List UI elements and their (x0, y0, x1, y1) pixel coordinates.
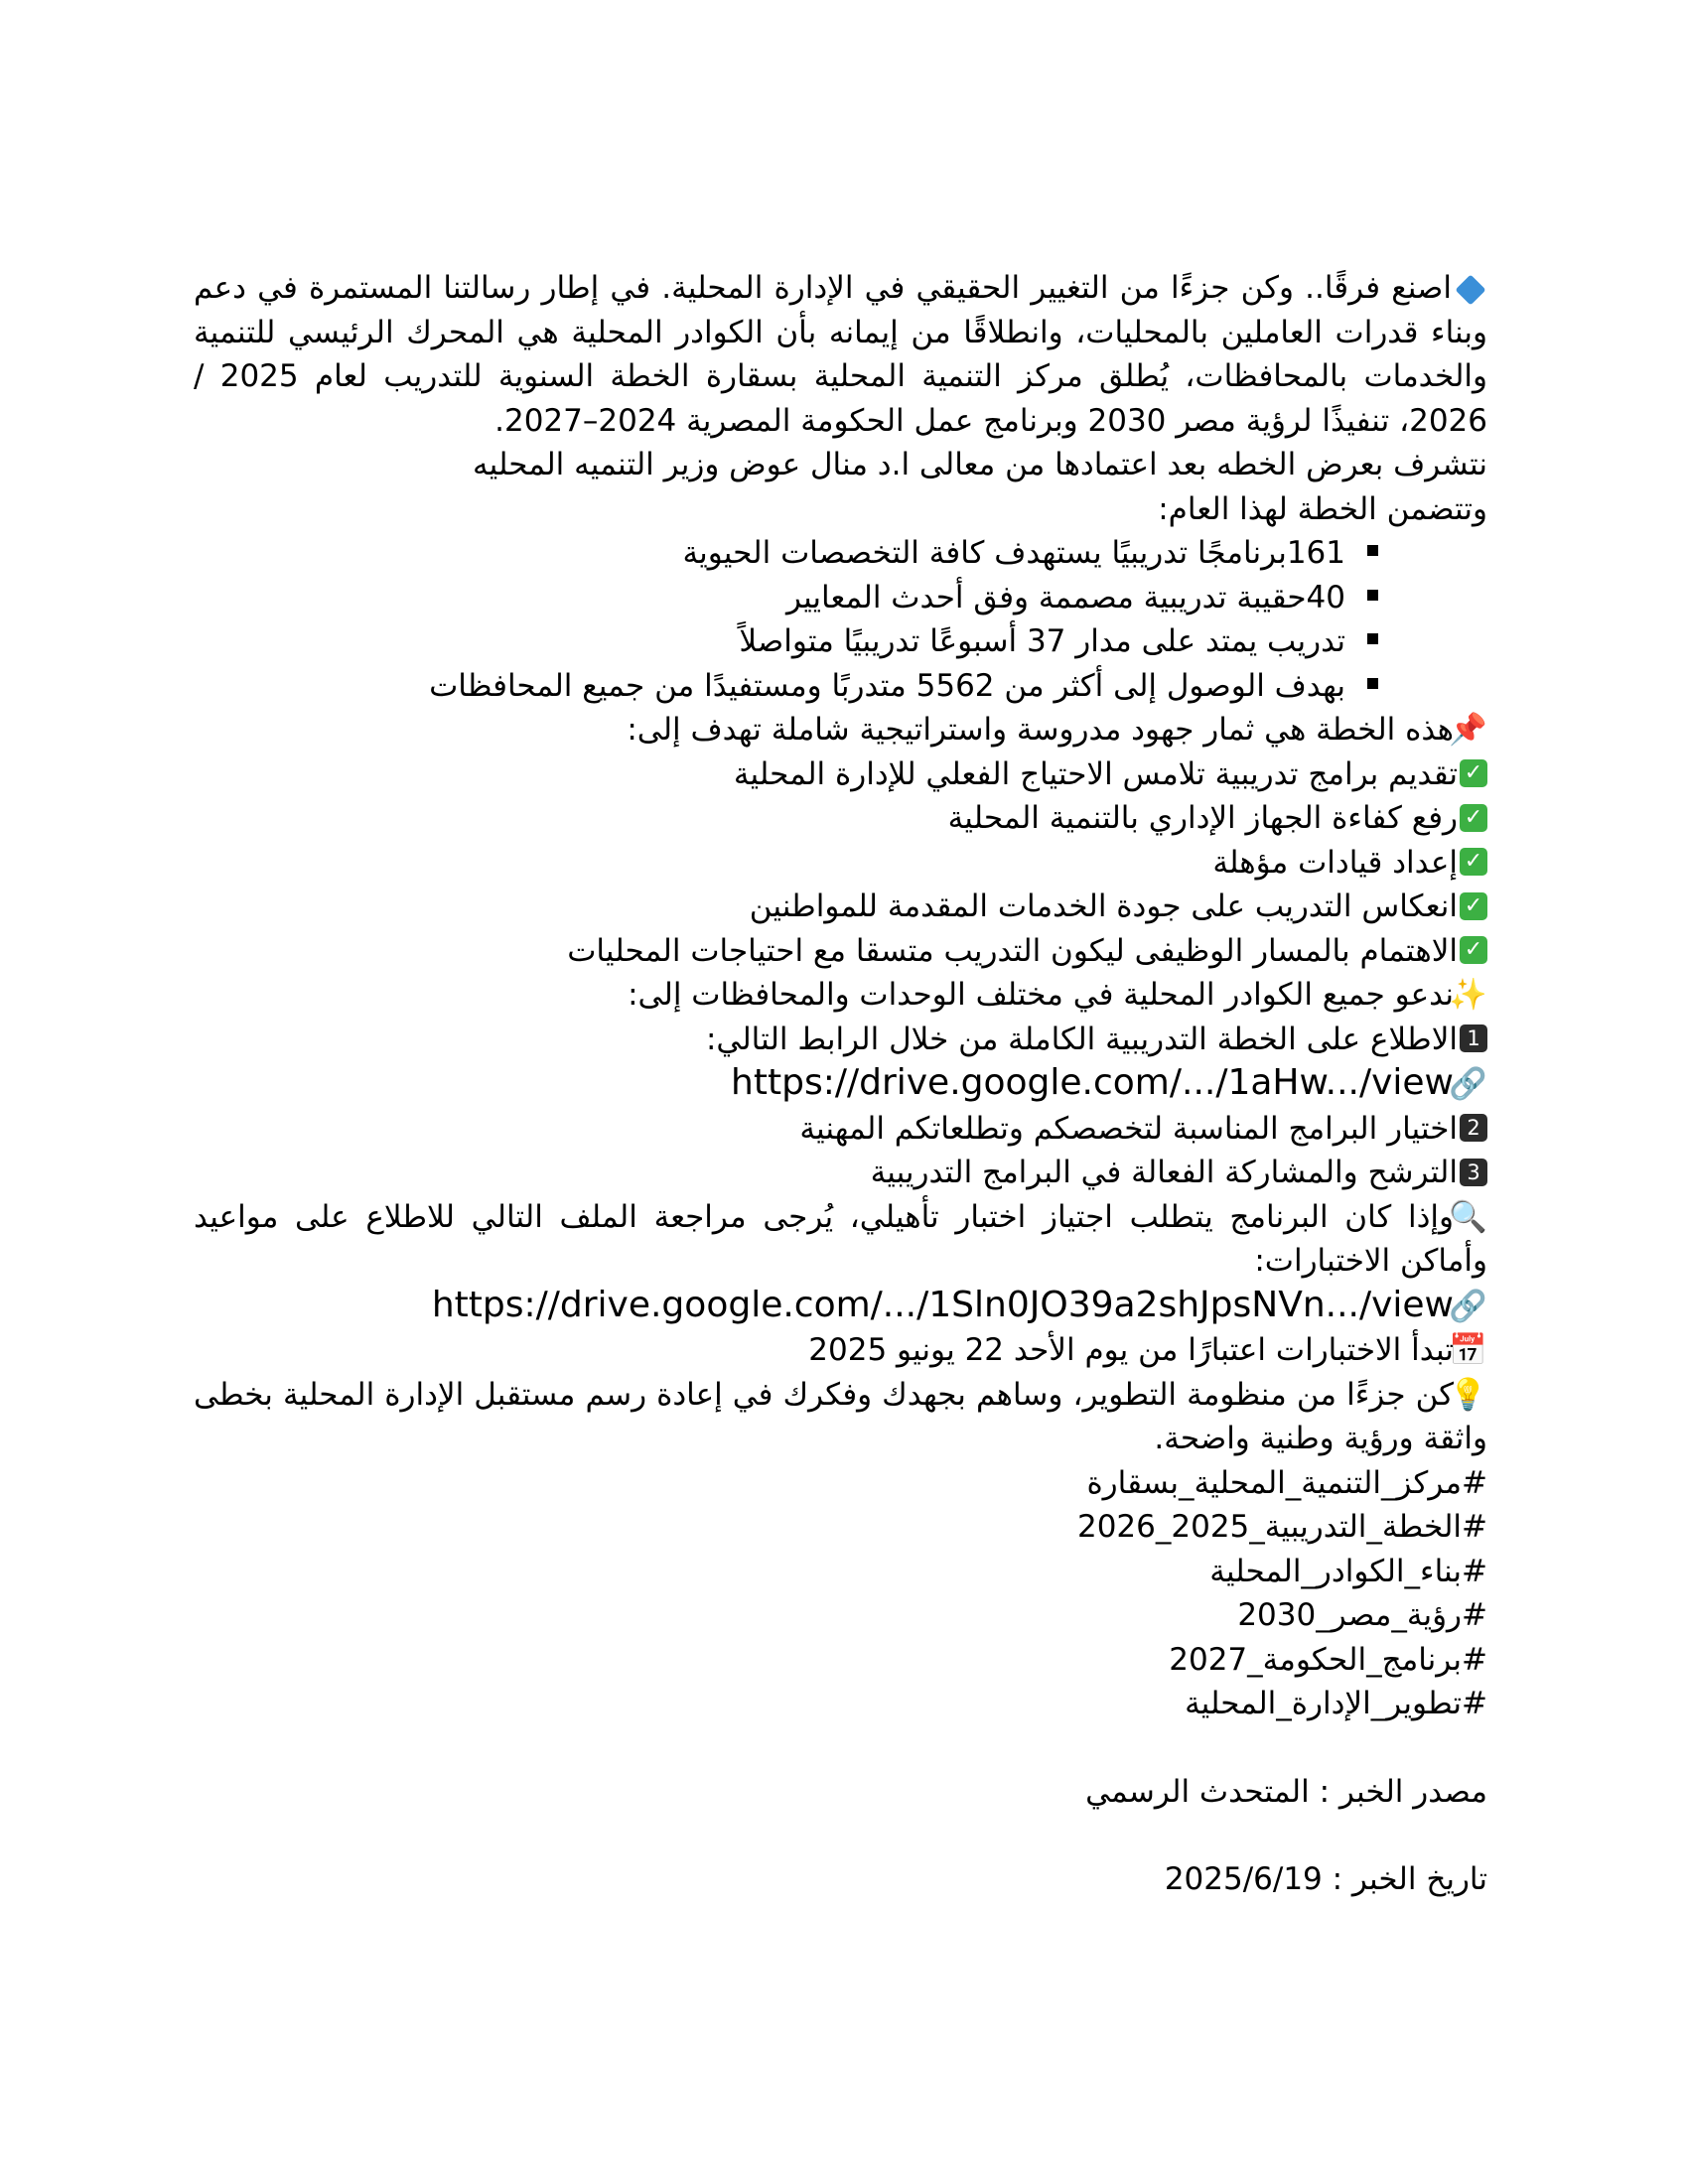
goal-item: ✓انعكاس التدريب على جودة الخدمات المقدمة للمواطنين (194, 885, 1487, 929)
spacer (194, 1726, 1487, 1770)
square-bullet-icon (1367, 590, 1378, 601)
hashtag[interactable]: #رؤية_مصر_2030 (1237, 1597, 1487, 1633)
hashtag[interactable]: #مركز_التنمية_المحلية_بسقارة (1086, 1464, 1487, 1501)
link-line (194, 1061, 1487, 1107)
hashtag[interactable]: #الخطة_التدريبية_2025_2026 (1076, 1509, 1487, 1545)
check-mark-icon: ✓ (1460, 936, 1487, 964)
goal-item: ✓تقديم برامج تدريبية تلامس الاحتياج الفعلي للإدارة المحلية (194, 752, 1487, 797)
list-item: 161برنامجًا تدريبيًا يستهدف كافة التخصصات الحيوية (194, 531, 1487, 576)
check-mark-icon: ✓ (1460, 804, 1487, 832)
hashtag[interactable]: #برنامج_الحكومة_2027 (1169, 1641, 1487, 1678)
intro-line-contents: وتتضمن الخطة لهذا العام: (1158, 490, 1487, 527)
spacer (194, 1814, 1487, 1857)
intro-paragraph: اصنع فرقًا.. وكن جزءًا من التغيير الحقيقي في الإدارة المحلية. في إطار رسالتنا المستمرة في دعم وبناء قدرات العاملين بالمحليات، وانطلاقًا من إيمانه بأن الكوادر المحلية هي المحرك الرئيسي للتنمية والخدمات بالمحافظات، يُطلق مركز التنمية المحلية بسقارة الخطة السنوية للتدريب لعام 2025 / 2026، تنفيذًا لرؤية مصر 2030 وبرنامج عمل الحكومة المصرية 2024–2027. (194, 270, 1487, 439)
plan-bullets (194, 531, 1487, 708)
goal-item: ✓الاهتمام بالمسار الوظيفى ليكون التدريب متسقا مع احتياجات المحليات (194, 929, 1487, 974)
link-icon: 🔗 (1449, 1288, 1487, 1324)
closing-paragraph: 💡كن جزءًا من منظومة التطوير، وساهم بجهدك وفكرك في إعادة رسم مستقبل الإدارة المحلية بخطى واثقة ورؤية وطنية واضحة. (194, 1373, 1487, 1461)
check-mark-icon: ✓ (1460, 848, 1487, 876)
square-bullet-icon (1367, 633, 1378, 644)
hashtag[interactable]: #بناء_الكوادر_المحلية (1209, 1553, 1487, 1589)
keycap-1-icon: 1 (1460, 1024, 1487, 1052)
step-item: 1الاطلاع على الخطة التدريبية الكاملة من خلال الرابط التالي: (194, 1018, 1487, 1062)
exam-date: 📅تبدأ الاختبارات اعتبارًا من يوم الأحد 22 يونيو 2025 (194, 1328, 1487, 1373)
goals-intro: 📌هذه الخطة هي ثمار جهود مدروسة واستراتيجية شاملة تهدف إلى: (194, 708, 1487, 752)
list-item: 40حقيبة تدريبية مصممة وفق أحدث المعايير (194, 576, 1487, 620)
document-body (194, 266, 1487, 1902)
news-source: مصدر الخبر : المتحدث الرسمي (1085, 1773, 1487, 1810)
square-bullet-icon (1367, 545, 1378, 556)
list-item: تدريب يمتد على مدار 37 أسبوعًا تدريبيًا متواصلاً (194, 619, 1487, 664)
blue-diamond-icon (1455, 274, 1485, 305)
calendar-icon: 📅 (1449, 1332, 1487, 1368)
step-item: 3الترشح والمشاركة الفعالة في البرامج التدريبية (194, 1151, 1487, 1195)
check-mark-icon: ✓ (1460, 759, 1487, 787)
exam-note: 🔍وإذا كان البرنامج يتطلب اجتياز اختبار تأهيلي، يُرجى مراجعة الملف التالي للاطلاع على مواعيد وأماكن الاختبارات: (194, 1195, 1487, 1284)
list-item: بهدف الوصول إلى أكثر من 5562 متدربًا ومستفيدًا من جميع المحافظات (194, 664, 1487, 709)
link-icon: 🔗 (1449, 1066, 1487, 1102)
goal-item: ✓إعداد قيادات مؤهلة (194, 841, 1487, 886)
exam-link[interactable]: https://drive.google.com/.../1Sln0JO39a2shJpsNVn.../view (431, 1284, 1454, 1325)
check-mark-icon: ✓ (1460, 892, 1487, 920)
news-date: تاريخ الخبر : 2025/6/19 (1164, 1861, 1487, 1897)
goal-item: ✓رفع كفاءة الجهاز الإداري بالتنمية المحلية (194, 796, 1487, 841)
sparkles-icon: ✨ (1449, 977, 1487, 1013)
step-item: 2اختيار البرامج المناسبة لتخصصكم وتطلعاتكم المهنية (194, 1107, 1487, 1152)
lightbulb-icon: 💡 (1449, 1376, 1487, 1413)
square-bullet-icon (1367, 678, 1378, 689)
link-line (194, 1284, 1487, 1329)
keycap-2-icon: 2 (1460, 1114, 1487, 1142)
pushpin-icon: 📌 (1449, 712, 1487, 748)
intro-line-approval: نتشرف بعرض الخطه بعد اعتمادها من معالى ا.د منال عوض وزير التنميه المحليه (473, 447, 1487, 482)
plan-link[interactable]: https://drive.google.com/.../1aHw.../view (731, 1062, 1454, 1103)
magnifier-icon: 🔍 (1449, 1198, 1487, 1235)
invite-intro: ✨ندعو جميع الكوادر المحلية في مختلف الوحدات والمحافظات إلى: (194, 973, 1487, 1018)
hashtag[interactable]: #تطوير_الإدارة_المحلية (1185, 1686, 1487, 1721)
keycap-3-icon: 3 (1460, 1159, 1487, 1186)
